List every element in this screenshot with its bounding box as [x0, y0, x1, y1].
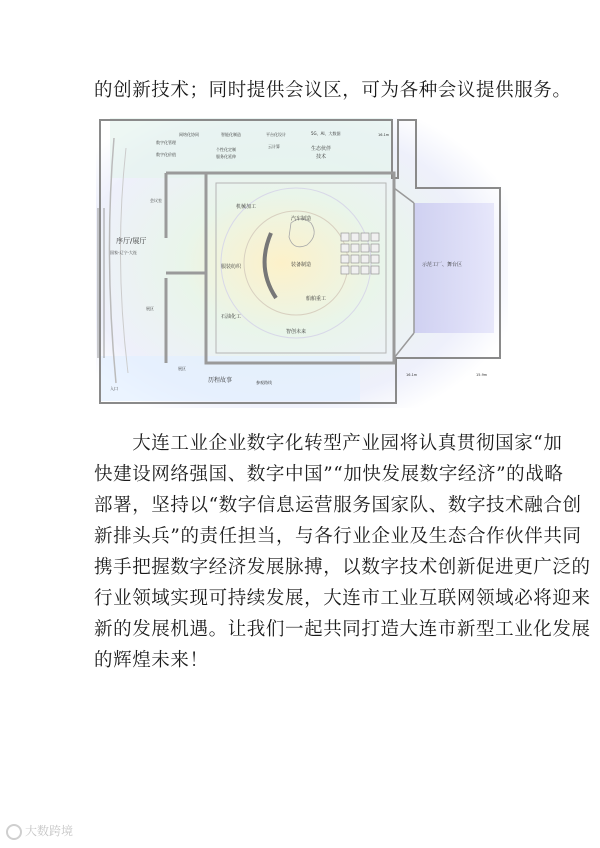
top-text-line: 的创新技术；同时提供会议区，可为各种会议提供服务。	[94, 80, 572, 101]
label-cloud: 云计算	[268, 144, 280, 149]
paragraph-line: 新排头兵”的责任担当，与各行业企业及生态合作伙伴共同	[94, 526, 582, 547]
label-entrance: 入口	[110, 386, 118, 391]
label-smart-prod: 智能化制造	[221, 132, 241, 137]
paragraph-line: 的辉煌未来！	[94, 650, 209, 671]
label-auto: 汽车制造	[291, 216, 312, 222]
label-hall-sub: 国家-辽宁-大连	[110, 250, 137, 255]
label-small-a: 展区	[146, 306, 154, 311]
logo-icon	[6, 824, 22, 840]
label-platform: 平台化设计	[266, 132, 286, 137]
watermark-text: 大数跨境	[25, 824, 74, 838]
label-future: 智创未来	[286, 329, 307, 335]
exhibition-floor-plan	[96, 118, 508, 408]
label-eco: 生态伙伴	[311, 146, 332, 152]
body-paragraph	[94, 428, 591, 676]
demo-area	[414, 203, 494, 333]
paragraph-line: 行业领域实现可持续发展，大连市工业互联网领域必将迎来	[94, 588, 591, 609]
label-textile: 服装纺织	[221, 264, 242, 270]
label-service: 服务化延伸	[216, 154, 236, 159]
label-eco-tech: 技术	[316, 154, 327, 160]
paragraph-line: 快建设网络强国、数字中国”“加快发展数字经济”的战略	[94, 464, 564, 485]
watermark	[6, 822, 73, 840]
label-story: 历程故事	[208, 377, 233, 384]
paragraph-line: 大连工业企业数字化转型产业园将认真贯彻国家“加	[94, 433, 563, 454]
label-area-a: 16.1m	[378, 133, 390, 137]
paragraph-line: 部署，坚持以“数字信息运营服务国家队、数字技术融合创	[94, 495, 582, 516]
label-digital-value: 数字化价值	[156, 152, 176, 157]
label-area-b: 16.1m	[406, 373, 418, 377]
label-area-c: 15.9m	[476, 373, 488, 377]
label-demo: 示范工厂、舞台区	[422, 262, 463, 268]
label-5g: 5G、AI、大数据	[311, 131, 341, 136]
label-path: 参观路线	[256, 380, 272, 385]
label-small-b: 展区	[178, 366, 186, 371]
paragraph-line: 新的发展机遇。让我们一起共同打造大连市新型工业化发展	[94, 619, 591, 640]
label-personal: 个性化定制	[216, 147, 236, 152]
label-digital-mgmt: 数字化管理	[156, 140, 176, 145]
label-petro: 石油化工	[221, 314, 242, 320]
label-ship: 船舶重工	[306, 296, 327, 302]
paragraph-line: 携手把握数字经济发展脉搏，以数字技术创新促进更广泛的	[94, 557, 591, 578]
label-equipment: 装备制造	[291, 262, 312, 268]
label-meeting: 会议室	[150, 198, 162, 203]
label-hall: 序厅/展厅	[116, 237, 147, 245]
label-network: 网络化协同	[179, 132, 199, 137]
label-mech: 机械加工	[236, 204, 257, 210]
